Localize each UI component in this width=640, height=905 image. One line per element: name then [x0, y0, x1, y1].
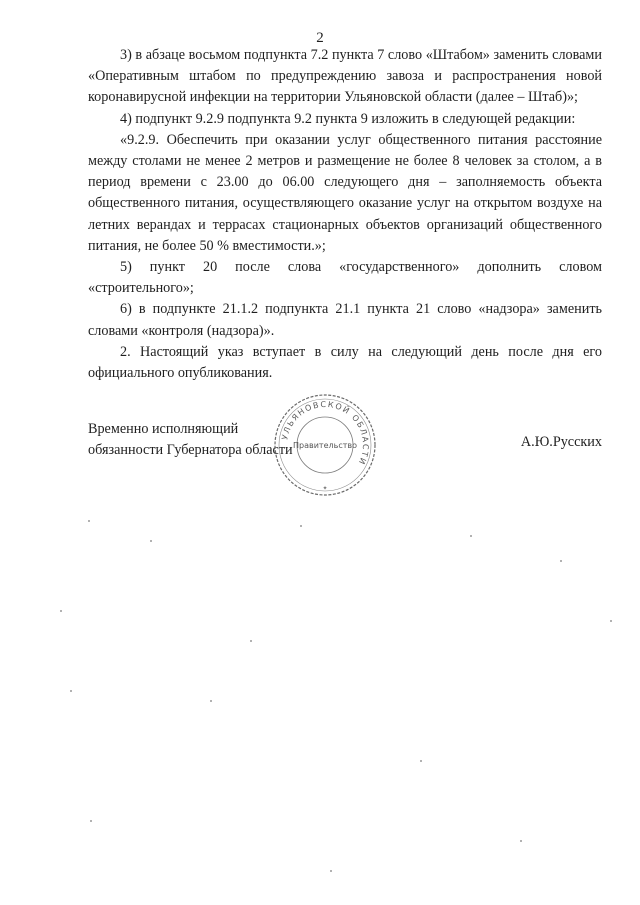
- paragraph-effective-date: 2. Настоящий указ вступает в силу на следующий день после дня его официального опубликования.: [88, 343, 602, 382]
- document-body: [88, 45, 602, 384]
- scan-speck: [90, 820, 92, 822]
- scan-speck: [520, 840, 522, 842]
- official-seal-stamp: [270, 390, 380, 500]
- scan-speck: [150, 540, 152, 542]
- page-number: 2: [316, 30, 324, 46]
- svg-text:УЛЬЯНОВСКОЙ ОБЛАСТИ: УЛЬЯНОВСКОЙ ОБЛАСТИ: [280, 399, 371, 467]
- paragraph-new-wording: «9.2.9. Обеспечить при оказании услуг общественного питания расстояние между столами не менее 2 метров и размещение не более 8 человек за столом, а в период времени с 23.00 до 06.00 следующего дня – заполняемость объекта общественного питания, осуществляющего оказание услуг на открытом воздухе на летних верандах и террасах стационарных объектов организаций общественного питания, не более 50 % вместимости.»;: [88, 131, 602, 254]
- scan-speck: [210, 700, 212, 702]
- paragraph-item-3: 3) в абзаце восьмом подпункта 7.2 пункта 7 слово «Штабом» заменить словами «Оперативным штабом по предупреждению завоза и распространения новой коронавирусной инфекции на территории Ульяновской области (далее – Штаб)»;: [88, 47, 602, 106]
- scan-speck: [420, 760, 422, 762]
- scan-speck: [250, 640, 252, 642]
- paragraph-item-4: 4) подпункт 9.2.9 подпункта 9.2 пункта 9 изложить в следующей редакции:: [120, 110, 576, 127]
- scan-speck: [70, 690, 72, 692]
- scan-speck: [610, 620, 612, 622]
- signatory-title: [88, 419, 293, 461]
- scan-speck: [300, 525, 302, 527]
- svg-text:✦: ✦: [322, 486, 328, 492]
- paragraph-item-5: 5) пункт 20 после слова «государственного» дополнить словом «строительного»;: [88, 259, 602, 297]
- signatory-title-line-1: Временно исполняющий: [88, 421, 239, 437]
- scan-speck: [560, 560, 562, 562]
- scan-speck: [60, 610, 62, 612]
- scan-speck: [330, 870, 332, 872]
- signatory-name: А.Ю.Русских: [520, 434, 602, 450]
- svg-text:Правительство: Правительство: [293, 441, 357, 450]
- scan-speck: [470, 535, 472, 537]
- paragraph-item-6: 6) в подпункте 21.1.2 подпункта 21.1 пункта 21 слово «надзора» заменить словами «контроля (надзора)».: [88, 301, 602, 339]
- signatory-title-line-2: обязанности Губернатора области: [88, 442, 293, 458]
- scan-speck: [88, 520, 90, 522]
